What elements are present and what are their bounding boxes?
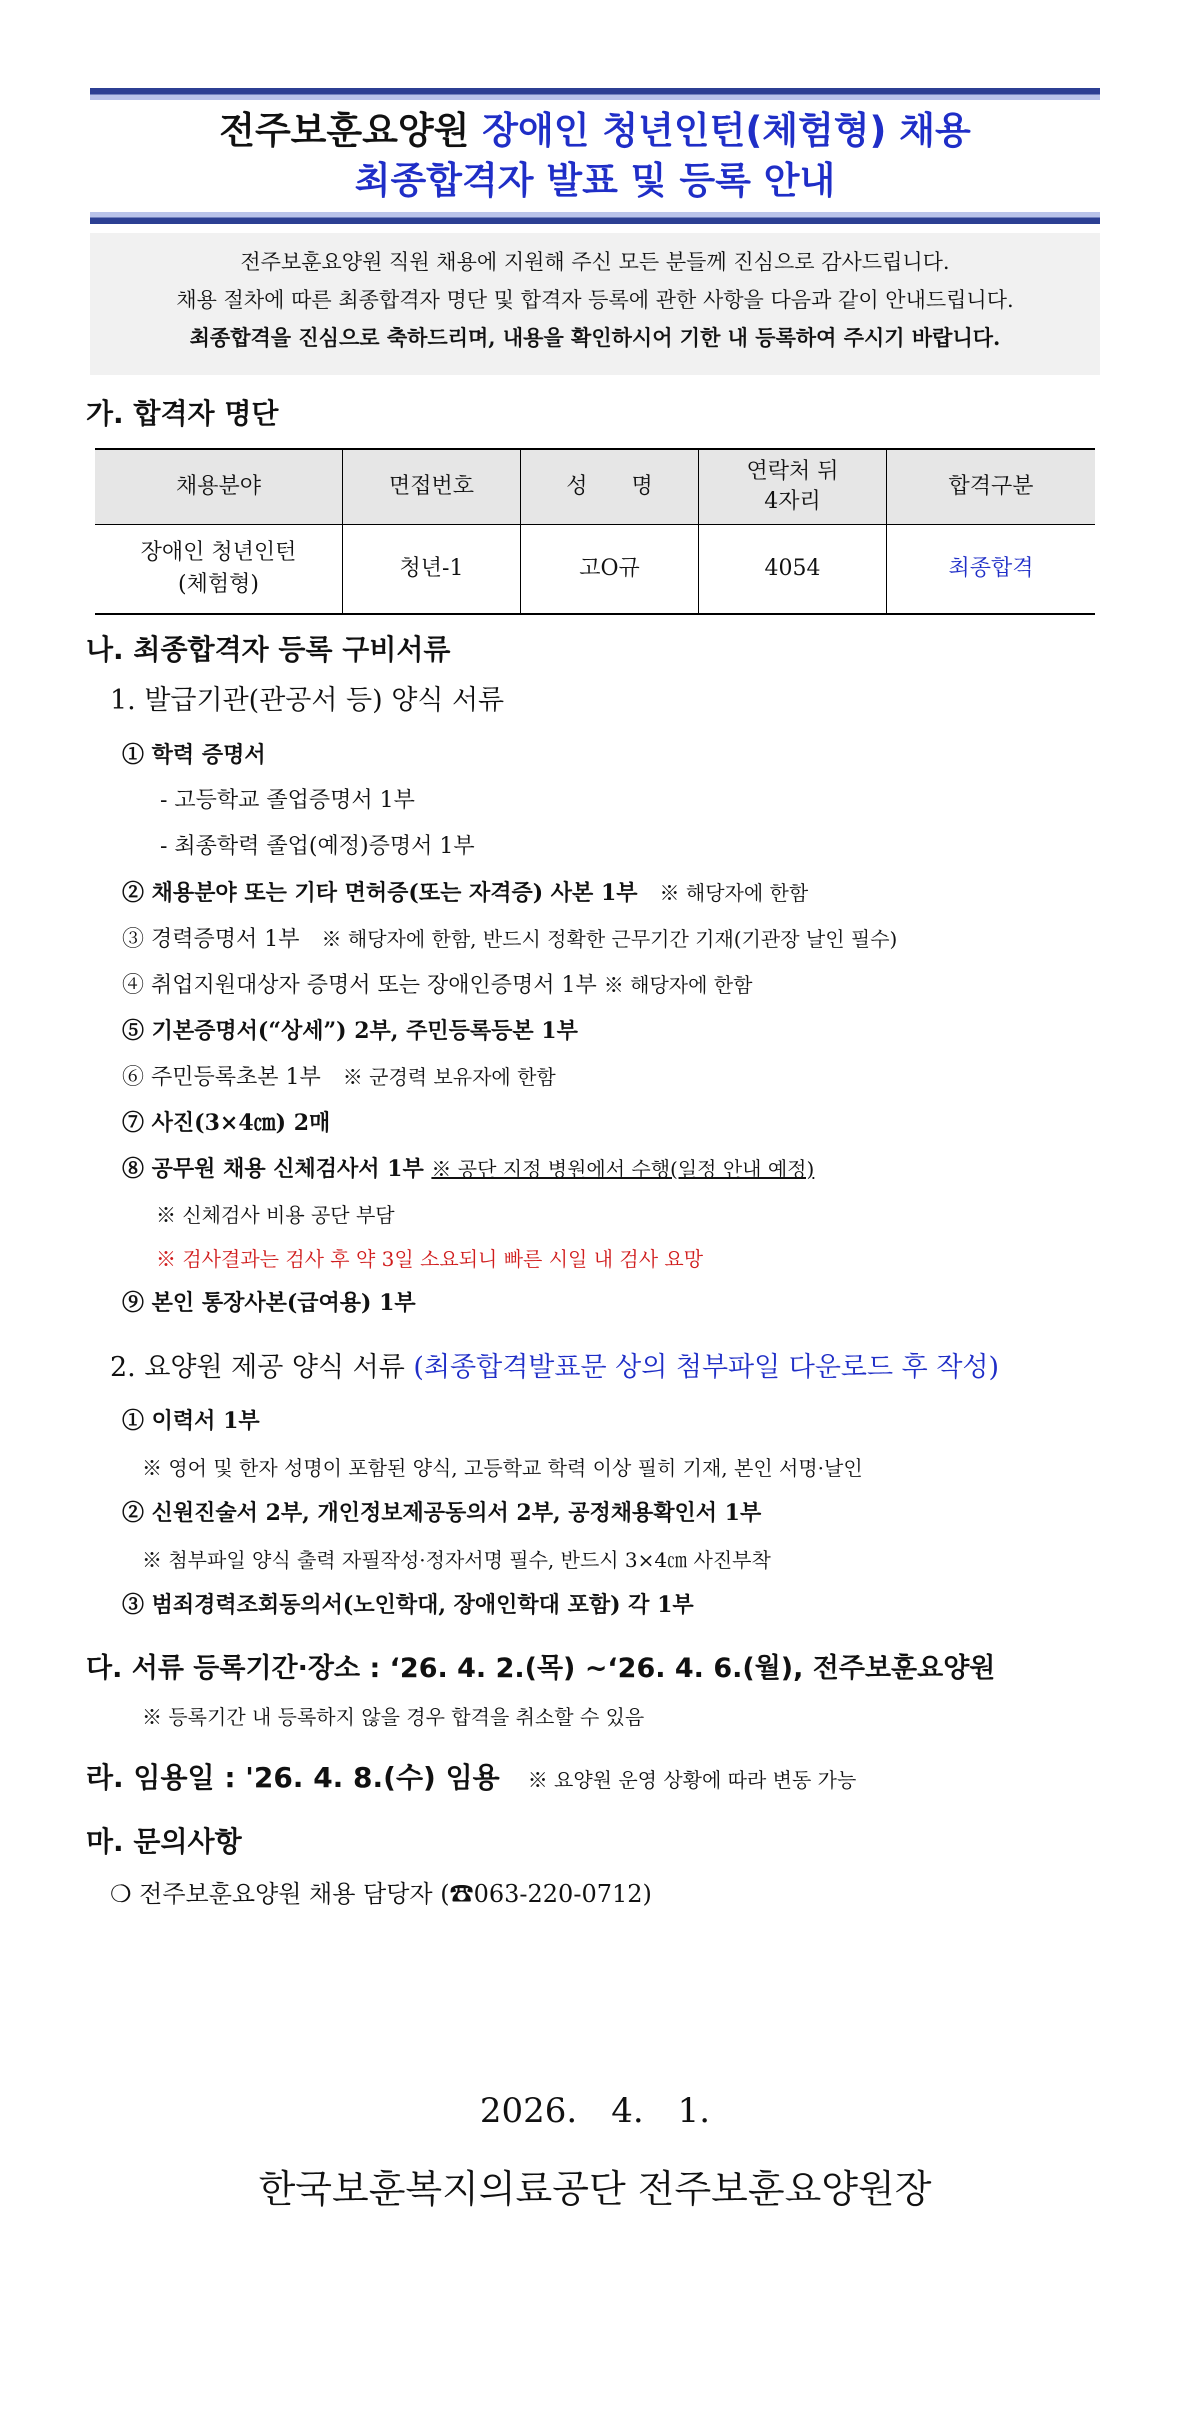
cell-phone-last4: 4054 (699, 525, 887, 615)
group2-heading: 2. 요양원 제공 양식 서류 (최종합격발표문 상의 첨부파일 다운로드 후 작성) (110, 1352, 1000, 1383)
doc-item-5: ⑤ 기본증명서(“상세”) 2부, 주민등록등본 1부 (122, 1018, 578, 1044)
doc-item-6: ⑥ 주민등록초본 1부 ※ 군경력 보유자에 한함 (122, 1065, 556, 1090)
section-ma-heading: 마. 문의사항 (86, 1825, 242, 1858)
header-name: 성 명 (521, 449, 699, 525)
title-block (90, 88, 1100, 224)
document-date: 2026. 4. 1. (479, 2091, 711, 2131)
section-na-heading: 나. 최종합격자 등록 구비서류 (86, 633, 451, 666)
result-table (95, 448, 1095, 615)
doc-item-8a: ※ 신체검사 비용 공단 부담 (156, 1203, 395, 1227)
cell-field: 장애인 청년인턴 (체험형) (95, 525, 343, 615)
title-line-1: 전주보훈요양원 장애인 청년인턴(체험형) 채용 (219, 109, 971, 152)
table-header-row (95, 449, 1095, 525)
section-ra: 라. 임용일 : '26. 4. 8.(수) 임용 ※ 요양원 운영 상황에 따라 변동 가능 (86, 1761, 857, 1794)
intro-box (90, 233, 1100, 375)
header-field: 채용분야 (95, 449, 343, 525)
section-da-heading: 다. 서류 등록기간·장소 : ‘26. 4. 2.(목) ∼‘26. 4. 6.(월), 전주보훈요양원 (86, 1653, 996, 1684)
section-ga-heading: 가. 합격자 명단 (86, 397, 279, 430)
form-item-1-note: ※ 영어 및 한자 성명이 포함된 양식, 고등학교 학력 이상 필히 기재, 본인 서명·날인 (142, 1456, 863, 1480)
form-item-3: ③ 범죄경력조회동의서(노인학대, 장애인학대 포함) 각 1부 (122, 1592, 694, 1618)
form-item-2: ② 신원진술서 2부, 개인정보제공동의서 2부, 공정채용확인서 1부 (122, 1500, 762, 1526)
intro-line-1: 전주보훈요양원 직원 채용에 지원해 주신 모든 분들께 진심으로 감사드립니다. (240, 250, 950, 274)
header-interview-no: 면접번호 (343, 449, 521, 525)
doc-item-8: ⑧ 공무원 채용 신체검사서 1부 ※ 공단 지정 병원에서 수행(일정 안내 예정) (122, 1156, 815, 1182)
table-row (95, 525, 1095, 615)
doc-item-4: ④ 취업지원대상자 증명서 또는 장애인증명서 1부 ※ 해당자에 한함 (122, 973, 753, 998)
doc-item-2: ② 채용분야 또는 기타 면허증(또는 자격증) 사본 1부 ※ 해당자에 한함 (122, 880, 809, 906)
signer: 한국보훈복지의료공단 전주보훈요양원장 (258, 2167, 932, 2211)
doc-item-8b: ※ 검사결과는 검사 후 약 3일 소요되니 빠른 시일 내 검사 요망 (156, 1247, 704, 1271)
header-phone-last4: 연락처 뒤 4자리 (699, 449, 887, 525)
doc-item-7: ⑦ 사진(3×4㎝) 2매 (122, 1110, 331, 1136)
title-top-rule (90, 88, 1100, 100)
doc-item-9: ⑨ 본인 통장사본(급여용) 1부 (122, 1290, 416, 1316)
group1-heading: 1. 발급기관(관공서 등) 양식 서류 (110, 685, 505, 716)
doc-item-1a: - 고등학교 졸업증명서 1부 (160, 788, 415, 813)
header-result: 합격구분 (887, 449, 1096, 525)
form-item-2-note: ※ 첨부파일 양식 출력 자필작성·정자서명 필수, 반드시 3×4㎝ 사진부착 (142, 1548, 771, 1572)
intro-line-3: 최종합격을 진심으로 축하드리며, 내용을 확인하시어 기한 내 등록하여 주시기 바랍니다. (189, 325, 1001, 350)
cell-result: 최종합격 (887, 525, 1096, 615)
form-item-1: ① 이력서 1부 (122, 1408, 260, 1434)
cell-interview-no: 청년-1 (343, 525, 521, 615)
cell-name: 고O규 (521, 525, 699, 615)
section-da-note: ※ 등록기간 내 등록하지 않을 경우 합격을 취소할 수 있음 (142, 1705, 645, 1729)
intro-line-2: 채용 절차에 따른 최종합격자 명단 및 합격자 등록에 관한 사항을 다음과 같이 안내드립니다. (176, 288, 1014, 312)
title-bottom-rule (90, 212, 1100, 224)
doc-item-1b: - 최종학력 졸업(예정)증명서 1부 (160, 834, 475, 859)
contact-line: ❍ 전주보훈요양원 채용 담당자 (☎063-220-0712) (110, 1880, 652, 1908)
title-line-2: 최종합격자 발표 및 등록 안내 (354, 159, 836, 202)
doc-item-3: ③ 경력증명서 1부 ※ 해당자에 한함, 반드시 정확한 근무기간 기재(기관장 날인 필수) (122, 927, 898, 952)
doc-item-1: ① 학력 증명서 (122, 742, 266, 768)
